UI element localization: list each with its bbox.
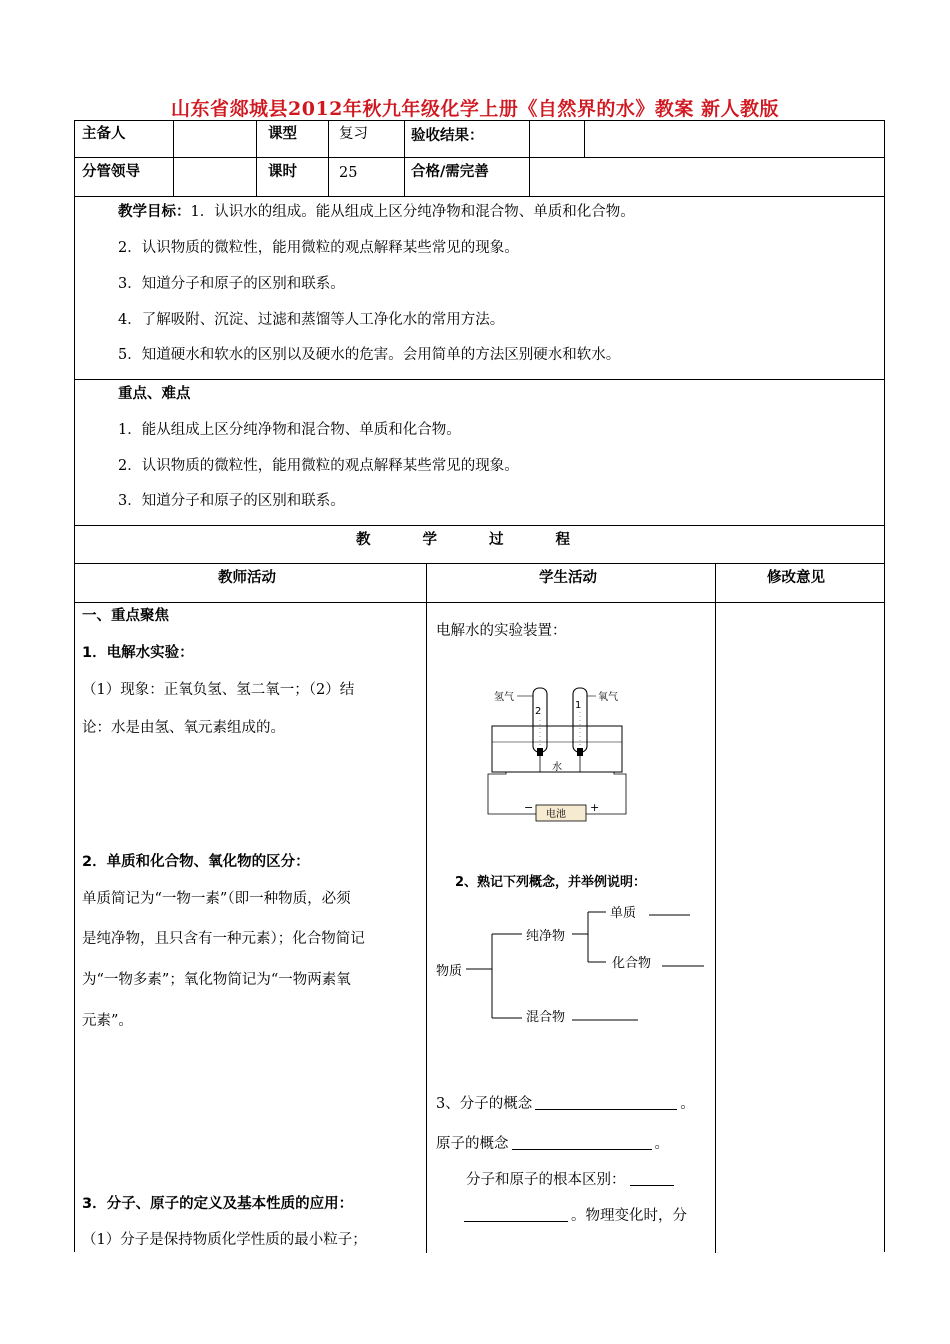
substance-text: 是纯净物，且只含有一种元素）；化合物简记: [82, 931, 365, 947]
preparer-label: 主备人: [82, 126, 126, 142]
apparatus-label: 电解水的实验装置：: [436, 623, 567, 639]
molecule-text: （1）分子是保持物质化学性质的最小粒子；: [82, 1232, 367, 1248]
tube-number-left: 2: [535, 706, 542, 717]
tree-root: 物质: [436, 964, 463, 979]
battery-plus: +: [590, 801, 600, 814]
course-type-value: 复习: [339, 126, 368, 142]
answer-blank: [630, 1185, 674, 1186]
answer-blank: [512, 1149, 652, 1150]
column-student-activity: 学生活动: [539, 570, 597, 586]
oxygen-label: 氧气: [598, 692, 618, 703]
substance-text: 元素”。: [82, 1013, 133, 1029]
key-point-item: 2．认识物质的微粒性，能用微粒的观点解释某些常见的现象。: [118, 458, 519, 474]
substance-heading: 2．单质和化合物、氧化物的区分：: [82, 854, 310, 870]
key-point-item: 1．能从组成上区分纯净物和混合物、单质和化合物。: [118, 422, 461, 438]
water-label: 水: [552, 762, 562, 773]
hydrogen-label: 氢气: [494, 692, 514, 703]
class-hours-label: 课时: [268, 164, 297, 180]
molecule-heading: 3．分子、原子的定义及基本性质的应用：: [82, 1196, 354, 1212]
course-type-label: 课型: [268, 126, 297, 142]
objectives-label: 教学目标：: [118, 204, 191, 220]
objective-item: 1．认识水的组成。能从组成上区分纯净物和混合物、单质和化合物。: [190, 204, 635, 220]
tree-compound: 化合物: [612, 956, 652, 971]
key-point-item: 3．知道分子和原子的区别和联系。: [118, 493, 345, 509]
section-heading: 一、重点聚焦: [82, 608, 169, 624]
column-teacher-activity: 教师活动: [218, 570, 276, 586]
tree-pure-substance: 纯净物: [526, 929, 566, 944]
substance-text: 为“一物多素”；氧化物简记为“一物两素氧: [82, 972, 351, 988]
answer-blank: [464, 1221, 568, 1222]
question-atom-concept: 原子的概念 。: [436, 1136, 669, 1152]
tree-mixture: 混合物: [526, 1010, 566, 1025]
process-title: 教学过程: [356, 532, 622, 548]
supervisor-label: 分管领导: [82, 164, 140, 180]
substance-classification-tree: [434, 898, 714, 1048]
electrode-right: [577, 748, 583, 756]
key-points-label: 重点、难点: [118, 386, 191, 402]
electrolysis-text: 论：水是由氢、氧元素组成的。: [82, 720, 285, 736]
electrolysis-apparatus-diagram: [486, 686, 666, 826]
electrolysis-text: （1）现象：正氧负氢、氢二氧一；（2）结: [82, 682, 355, 698]
objective-item: 2．认识物质的微粒性，能用微粒的观点解释某些常见的现象。: [118, 240, 519, 256]
tube-number-right: 1: [575, 700, 582, 711]
electrode-left: [537, 748, 543, 756]
revision-notes-column: [716, 603, 884, 1253]
battery-label: 电池: [546, 809, 566, 820]
objective-item: 3．知道分子和原子的区别和联系。: [118, 276, 345, 292]
concept-title: 2、熟记下列概念，并举例说明：: [455, 875, 647, 890]
question-physical-change: 。物理变化时，分: [464, 1209, 687, 1224]
question-difference: 分子和原子的根本区别：: [466, 1173, 674, 1188]
electrolysis-heading: 1．电解水实验：: [82, 645, 194, 661]
question-molecule-concept: 3、分子的概念 。: [436, 1096, 695, 1112]
tree-element: 单质: [610, 906, 637, 921]
battery-minus: −: [524, 801, 534, 814]
column-revision-notes: 修改意见: [767, 570, 825, 586]
substance-text: 单质简记为“一物一素”（即一种物质，必须: [82, 891, 351, 907]
class-hours-value: 25: [339, 165, 358, 181]
answer-blank: [535, 1109, 677, 1110]
document-title: 山东省郯城县2012年秋九年级化学上册《自然界的水》教案 新人教版: [171, 98, 779, 120]
acceptance-result-label: 验收结果：: [411, 128, 484, 144]
objective-item: 5．知道硬水和软水的区别以及硬水的危害。会用简单的方法区别硬水和软水。: [118, 347, 621, 363]
status-label: 合格/需完善: [411, 164, 489, 180]
objective-item: 4．了解吸附、沉淀、过滤和蒸馏等人工净化水的常用方法。: [118, 312, 505, 328]
